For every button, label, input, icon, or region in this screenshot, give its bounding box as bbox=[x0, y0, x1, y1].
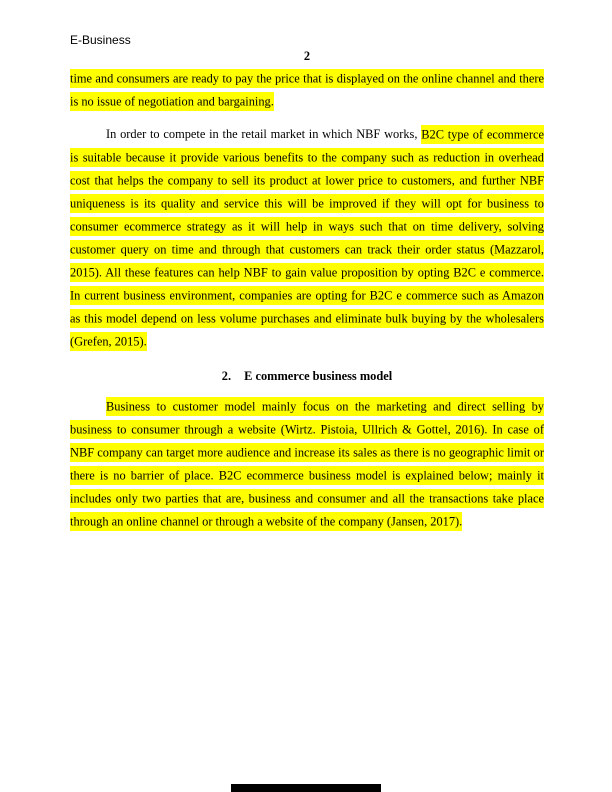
paragraph-1 bbox=[70, 67, 544, 113]
header-title: E-Business bbox=[70, 33, 131, 47]
paragraph-2 bbox=[70, 123, 544, 353]
document-body bbox=[70, 67, 544, 543]
highlighted-text: time and consumers are ready to pay the price that is displayed on the online channel and there is no issue of negotiation and bargaining. bbox=[70, 69, 544, 111]
page-header bbox=[70, 33, 544, 64]
heading-number: 2. bbox=[221, 369, 232, 383]
plain-text: In order to compete in the retail market in which NBF works, bbox=[106, 127, 422, 141]
bottom-edge-bar bbox=[231, 784, 381, 792]
paragraph-3 bbox=[70, 395, 544, 533]
highlighted-text: Business to customer model mainly focus on the marketing and direct selling by business to consumer through a website (Wirtz. Pistoia, Ullrich & Gottel, 2016). In case of NBF company can target more audience and increase its sales as there is no geographic limit or there is no barrier of place. B2C ecommerce business model is explained below; mainly it includes only two parties that are, business and consumer and all the transactions take place through an online channel or through a website of the company (Jansen, 2017). bbox=[70, 397, 544, 531]
page-number: 2 bbox=[303, 49, 311, 63]
section-heading bbox=[70, 365, 544, 388]
highlighted-text: B2C type of ecommerce is suitable because it provide various benefits to the company such as reduction in overhead cost that helps the company to sell its product at lower price to customers, and further NBF uniqueness is its quality and service this will be improved if they will opt for business to consumer ecommerce strategy as it will help in ways such that on time delivery, solving customer query on time and through that customers can track their order status (Mazzarol, 2015). All these features can help NBF to gain value proposition by opting B2C e commerce. In current business environment, companies are opting for B2C e commerce such as Amazon as this model depend on less volume purchases and eliminate bulk buying by the wholesalers (Grefen, 2015). bbox=[70, 125, 544, 351]
heading-text: E commerce business model bbox=[244, 369, 393, 383]
